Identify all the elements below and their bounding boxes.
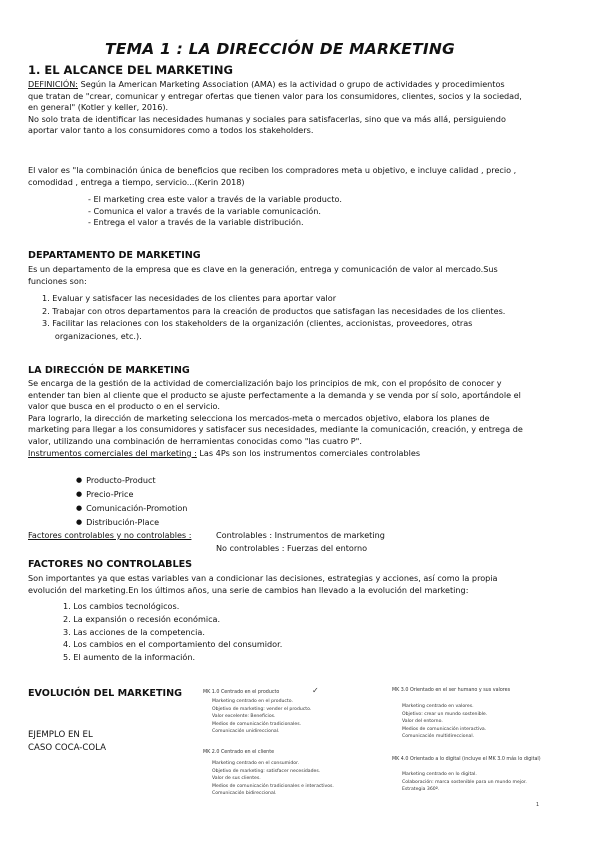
list-item: - Entrega el valor a través de la variable distribución. xyxy=(88,217,304,228)
list-item: Medios de comunicación tradicionales. xyxy=(212,721,302,727)
definition-line: que tratan de "crear, comunicar y entregar ofertas que tienen valor para los consumidores, clientes, socios y la sociedad, xyxy=(28,90,522,101)
list-item: Marketing centrado en el consumidor. xyxy=(212,761,300,766)
list-item: Comunicación bidireccional. xyxy=(212,791,277,797)
list-item: 2. La expansión o recesión económica. xyxy=(63,613,221,624)
paragraph-line: valor que busca en el producto o en el servicio. xyxy=(28,401,220,412)
list-item: Comunicación unidireccional. xyxy=(212,729,280,735)
list-item: Marketing centrado en valores. xyxy=(402,704,474,709)
list-item: ● Precio-Price xyxy=(76,488,187,502)
list-item: Medios de comunicación tradicionales e interactivos. xyxy=(212,783,334,789)
factores-list xyxy=(63,600,282,664)
list-item: Comunicación multidireccional. xyxy=(402,734,475,740)
mk3-title: MK 3.0 Orientado en el ser humano y sus valores xyxy=(392,688,511,693)
paragraph-line: funciones son: xyxy=(28,275,87,286)
page-mark: 1 xyxy=(536,803,540,808)
list-item: 1. Evaluar y satisfacer las necesidades de los clientes para aportar valor xyxy=(42,293,337,303)
paragraph-line: Son importantes ya que estas variables van a condicionar las decisiones, estrategias y acciones, así como la propia xyxy=(28,573,498,583)
factores-controlables: Controlables : Instrumentos de marketing xyxy=(216,530,385,540)
list-item: Medios de comunicación interactiva. xyxy=(402,726,487,732)
definition-line: en general" (Kotler y keller, 2016). xyxy=(28,102,169,113)
list-item: 2. Trabajar con otros departamentos para la creación de productos que satisfagan las necesidades de los clientes. xyxy=(42,305,506,316)
list-item: - Comunica el valor a través de la variable comunicación. xyxy=(88,205,321,216)
paragraph-line: comodidad , entrega a tiempo, servicio...(Kerin 2018) xyxy=(28,176,245,187)
section-heading-factores: FACTORES NO CONTROLABLES xyxy=(28,559,193,570)
mk4-title: MK 4.0 Orientado a lo digital (incluye el MK 3.0 más lo digital) xyxy=(392,757,541,762)
list-item: Objetivo de marketing: satisfacer necesidades. xyxy=(212,768,321,774)
instrumentos-label: Instrumentos comerciales del marketing : xyxy=(28,447,197,458)
list-item: - El marketing crea este valor a través de la variable producto. xyxy=(88,194,342,204)
paragraph-line: evolución del marketing.En los últimos años, una serie de cambios han llevado a la evolución del marketing: xyxy=(28,584,469,595)
value-paragraph xyxy=(28,165,516,188)
list-item: organizaciones, etc.). xyxy=(42,330,142,341)
paragraph-line: valor, utilizando una combinación de herramientas conocidas como "las cuatro P". xyxy=(28,435,362,446)
direccion-paragraph xyxy=(28,378,523,459)
mk3-list xyxy=(402,703,487,741)
mk2-list xyxy=(212,760,334,798)
paragraph-line: El valor es "la combinación única de beneficios que reciben los compradores meta u objetivo, e incluye calidad , precio , xyxy=(28,165,517,175)
paragraph-line: Para lograrlo, la dirección de marketing selecciona los mercados-meta o mercados objetivo, elabora los planes de xyxy=(28,412,490,423)
definition-text: Según la American Marketing Association (AMA) es la actividad o grupo de actividades y procedimientos xyxy=(78,79,505,89)
list-item: Valor de sus clientes. xyxy=(212,776,261,782)
list-item: 3. Las acciones de la competencia. xyxy=(63,626,205,637)
list-item: 3. Facilitar las relaciones con los stakeholders de la organización (clientes, accionistas, proveedores, otras xyxy=(42,318,473,328)
list-item: ● Distribución-Place xyxy=(76,516,187,530)
list-item: Valor excelente: Beneficios. xyxy=(212,714,276,720)
mk1-title: MK 1.0 Centrado en el producto xyxy=(203,690,280,695)
section-heading-direccion: LA DIRECCIÓN DE MARKETING xyxy=(28,365,190,376)
list-item: Marketing centrado en lo digital. xyxy=(402,772,477,777)
departamento-intro xyxy=(28,264,498,287)
list-item: Valor del entorno. xyxy=(402,719,443,725)
page-title: TEMA 1 : LA DIRECCIÓN DE MARKETING xyxy=(105,40,455,58)
paragraph-line: aportar valor tanto a los consumidores como a todos los stakeholders. xyxy=(28,125,314,136)
list-item: 5. El aumento de la información. xyxy=(63,652,196,663)
list-item: Colaboración: marca sostenible para un mundo mejor. xyxy=(402,779,527,785)
list-item: ● Comunicación-Promotion xyxy=(76,502,187,516)
ejemplo-line: EJEMPLO EN EL xyxy=(28,730,93,740)
list-item: 1. Los cambios tecnológicos. xyxy=(63,601,180,611)
definition-label: DEFINICIÓN: xyxy=(28,79,79,89)
factores-label: Factores controlables y no controlables : xyxy=(28,530,192,540)
instrumentos-text: Las 4Ps son los instrumentos comerciales controlables xyxy=(196,447,421,458)
section-heading-evolucion: EVOLUCIÓN DEL MARKETING xyxy=(28,688,182,699)
paragraph-line: No solo trata de identificar las necesidades humanas y sociales para satisfacerlas, sino que va más allá, persiguiendo xyxy=(28,113,506,124)
list-item: ● Producto-Product xyxy=(76,474,187,488)
factores-no-controlables: No controlables : Fuerzas del entorno xyxy=(216,543,368,553)
list-item: 4. Los cambios en el comportamiento del consumidor. xyxy=(63,639,283,650)
mk2-title: MK 2.0 Centrado en el cliente xyxy=(203,750,275,755)
paragraph-line: Es un departamento de la empresa que es clave en la generación, entrega y comunicación de valor al mercado.Sus xyxy=(28,264,498,274)
list-item: Objetivo: crear un mundo sostenible. xyxy=(402,711,488,717)
departamento-functions xyxy=(42,292,505,342)
section-heading-departamento: DEPARTAMENTO DE MARKETING xyxy=(28,250,201,261)
four-ps-list xyxy=(76,474,187,530)
check-mark-icon: ✓ xyxy=(312,686,319,695)
section-heading-alcance: 1. EL ALCANCE DEL MARKETING xyxy=(28,63,233,77)
mk1-list xyxy=(212,698,311,736)
value-bullets xyxy=(88,194,342,229)
list-item: Marketing centrado en el producto. xyxy=(212,699,293,704)
list-item: Objetivo de marketing: vender el producto. xyxy=(212,706,312,712)
paragraph-line: marketing para llegar a los consumidores y satisfacer sus necesidades, mediante la comunicación, creación, y entrega de xyxy=(28,424,523,435)
list-item: Estrategia 360º. xyxy=(402,787,440,793)
ejemplo-line: CASO COCA-COLA xyxy=(28,743,107,753)
paragraph-line: entender tan bien al cliente que el producto se ajuste perfectamente a la demanda y se venda por sí solo, aportándole el xyxy=(28,389,521,400)
factores-intro xyxy=(28,573,498,596)
paragraph-line: Se encarga de la gestión de la actividad de comercialización bajo los principios de mk, con el propósito de conocer y xyxy=(28,378,502,388)
mk4-list xyxy=(402,771,527,794)
definition-block xyxy=(28,79,522,137)
